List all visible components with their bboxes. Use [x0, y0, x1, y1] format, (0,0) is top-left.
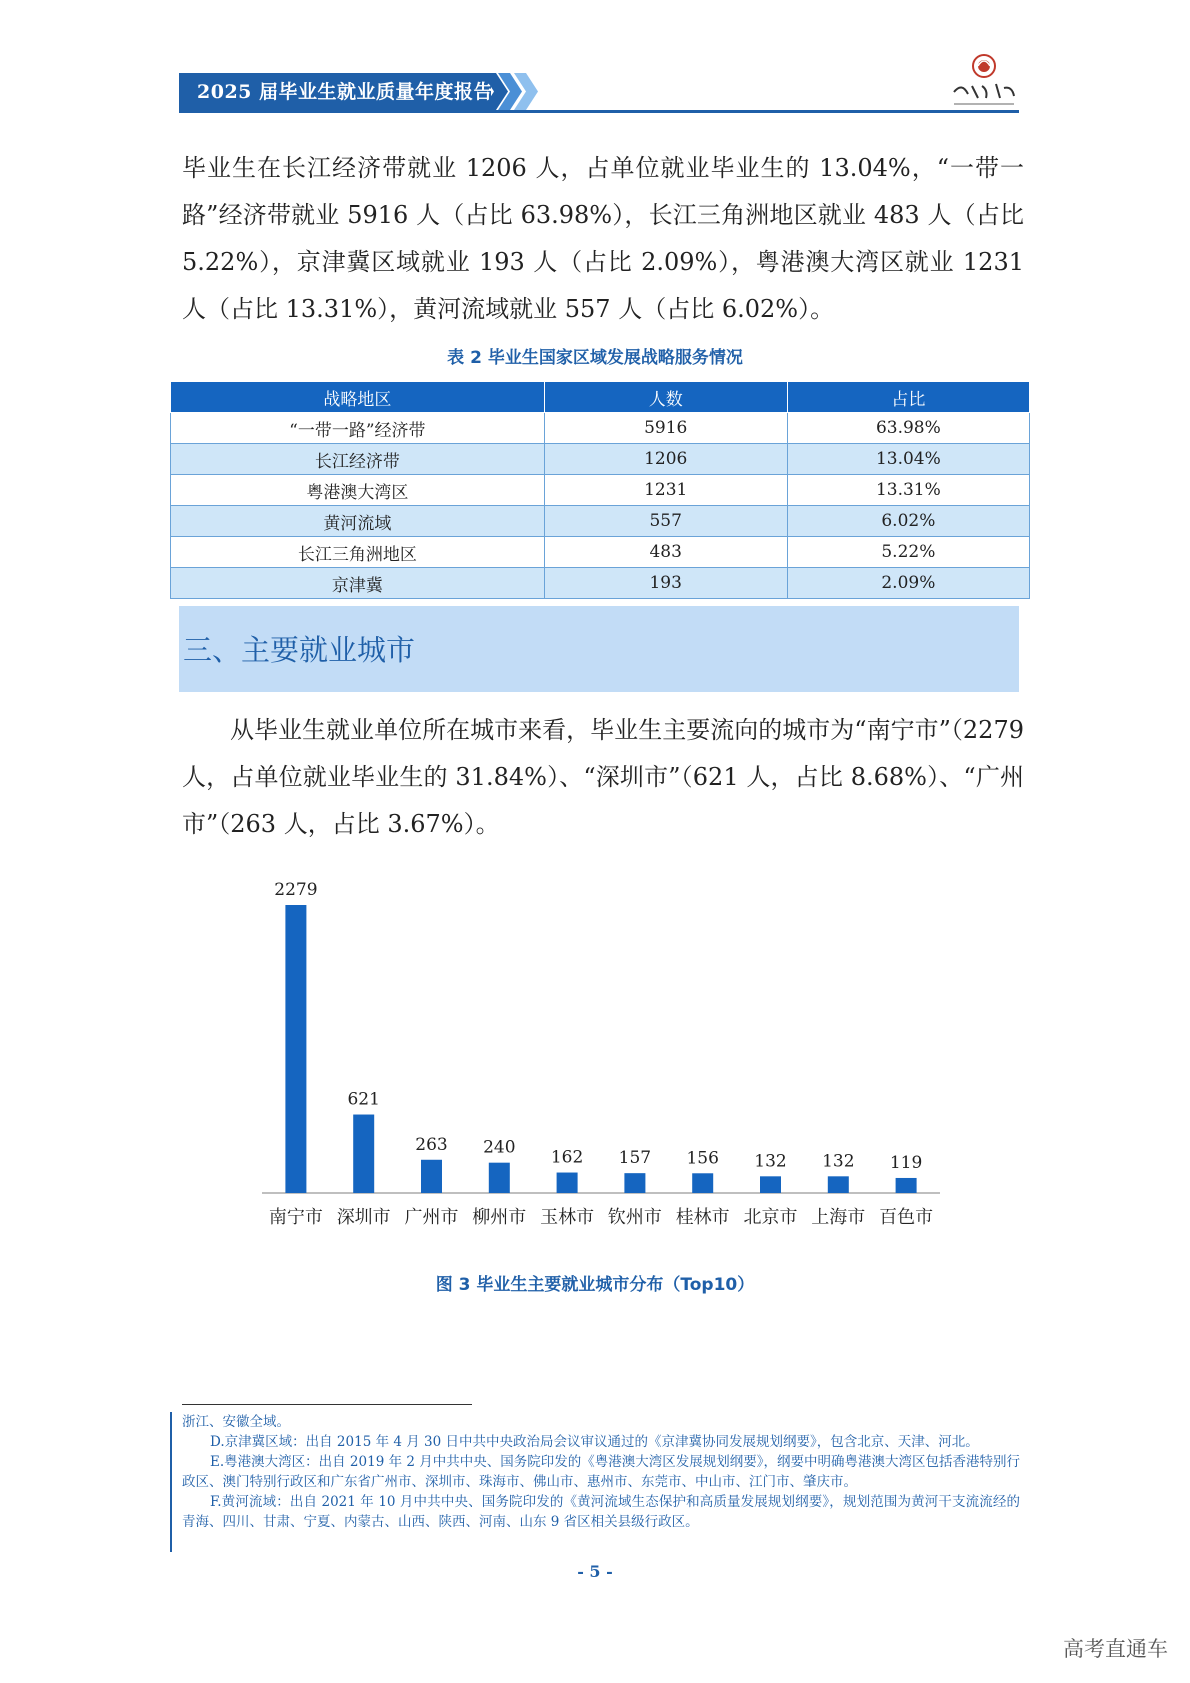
- bar-value-label: 132: [822, 1151, 855, 1172]
- bar-value-label: 156: [686, 1148, 719, 1169]
- x-tick-label: 深圳市: [336, 1207, 391, 1228]
- cities-paragraph: 从毕业生就业单位所在城市来看，毕业生主要流向的城市为“南宁市”（2279 人，占单位就业毕业生的 31.84%）、“深圳市”（621 人，占比 8.68%）、“广州市”（263 人，占比 3.67%）。: [182, 716, 1024, 838]
- table-cell: 长江经济带: [171, 444, 545, 475]
- chart-bar: [692, 1173, 713, 1193]
- table-row: [171, 475, 1030, 506]
- university-logo: [948, 52, 1020, 108]
- table-row: [171, 537, 1030, 568]
- table-cell: 6.02%: [787, 506, 1029, 537]
- table-cell: 粤港澳大湾区: [171, 475, 545, 506]
- table-cell: 193: [544, 568, 787, 599]
- table-header-row: [171, 382, 1030, 413]
- footnote-item: E.粤港澳大湾区：出自 2019 年 2 月中共中央、国务院印发的《粤港澳大湾区发展规划纲要》，纲要中明确粤港澳大湾区包括香港特别行政区、澳门特别行政区和广东省广州市、深圳市、珠海市、佛山市、惠州市、东莞市、中山市、江门市、肇庆市。: [182, 1454, 1021, 1490]
- chart-bar: [489, 1163, 510, 1193]
- chevron-right-icon: [482, 73, 540, 110]
- x-tick-label: 玉林市: [540, 1207, 595, 1228]
- table-row: [171, 568, 1030, 599]
- table-cell: 1231: [544, 475, 787, 506]
- x-tick-label: 南宁市: [268, 1207, 323, 1228]
- bar-value-label: 119: [889, 1152, 923, 1173]
- table-row: [171, 506, 1030, 537]
- section-title: 三、主要就业城市: [183, 633, 416, 667]
- x-tick-label: 广州市: [404, 1207, 459, 1228]
- chart-bar: [285, 905, 306, 1193]
- watermark-text: 高考直通车: [1063, 1637, 1168, 1661]
- x-tick-label: 上海市: [811, 1207, 866, 1228]
- report-title: 2025 届毕业生就业质量年度报告: [197, 81, 493, 103]
- city-bar-chart: [0, 860, 1190, 1260]
- footnote-item: 浙江、安徽全域。: [182, 1414, 290, 1430]
- x-tick-label: 桂林市: [675, 1207, 730, 1228]
- footnote-rule: [182, 1404, 472, 1405]
- table-cell: 483: [544, 537, 787, 568]
- table-row: [171, 413, 1030, 444]
- chart-bar: [760, 1176, 781, 1193]
- table-cell: 1206: [544, 444, 787, 475]
- footnote-side-bar: [170, 1412, 172, 1552]
- table-cell: 13.31%: [787, 475, 1029, 506]
- table-cell: 2.09%: [787, 568, 1029, 599]
- table-caption: 表 2 毕业生国家区域发展战略服务情况: [447, 348, 743, 368]
- bar-value-label: 2279: [274, 880, 318, 900]
- chart-bar: [624, 1173, 645, 1193]
- table-cell: 63.98%: [787, 413, 1029, 444]
- footnote-item: D.京津冀区域：出自 2015 年 4 月 30 日中共中央政治局会议审议通过的《京津冀协同发展规划纲要》，包含北京、天津、河北。: [210, 1434, 979, 1450]
- x-tick-label: 北京市: [743, 1207, 798, 1228]
- header-rule: [179, 110, 1019, 113]
- bar-value-label: 263: [415, 1134, 448, 1155]
- bar-value-label: 240: [483, 1137, 516, 1158]
- footnote-item: F.黄河流域：出自 2021 年 10 月中共中央、国务院印发的《黄河流域生态保护和高质量发展规划纲要》，规划范围为黄河干支流流经的青海、四川、甘肃、宁夏、内蒙古、山西、陕西、河南、山东 9 省区相关县级行政区。: [182, 1494, 1020, 1530]
- chart-caption: 图 3 毕业生主要就业城市分布（Top10）: [435, 1275, 755, 1295]
- table-cell: 京津冀: [171, 568, 545, 599]
- table-row: [171, 444, 1030, 475]
- table-cell: 557: [544, 506, 787, 537]
- table-cell: 5916: [544, 413, 787, 444]
- column-header: 战略地区: [171, 382, 545, 413]
- chart-bar: [828, 1176, 849, 1193]
- footnotes: [182, 1412, 1020, 1532]
- table-cell: 5.22%: [787, 537, 1029, 568]
- x-tick-label: 钦州市: [607, 1207, 662, 1228]
- chart-bar: [353, 1115, 374, 1193]
- table-cell: “一带一路”经济带: [171, 413, 545, 444]
- column-header: 人数: [544, 382, 787, 413]
- page-number: - 5 -: [577, 1562, 613, 1581]
- chart-bar: [557, 1173, 578, 1193]
- bar-value-label: 157: [618, 1148, 652, 1169]
- region-strategy-table: [170, 381, 1030, 599]
- table-cell: 黄河流域: [171, 506, 545, 537]
- bar-value-label: 132: [754, 1151, 787, 1172]
- x-tick-label: 柳州市: [472, 1207, 527, 1228]
- table-cell: 长江三角洲地区: [171, 537, 545, 568]
- intro-paragraph: 毕业生在长江经济带就业 1206 人，占单位就业毕业生的 13.04%，“一带一路”经济带就业 5916 人（占比 63.98%），长江三角洲地区就业 483 人（占比 5.22%），京津冀区域就业 193 人（占比 2.09%），粤港澳大湾区就业 1231 人（占比 13.31%），黄河流域就业 557 人（占比 6.02%）。: [182, 154, 1024, 323]
- bar-value-label: 162: [550, 1147, 584, 1168]
- bar-value-label: 621: [347, 1089, 380, 1110]
- chart-bar: [421, 1160, 442, 1193]
- column-header: 占比: [787, 382, 1029, 413]
- x-tick-label: 百色市: [879, 1207, 934, 1228]
- chart-bar: [896, 1178, 917, 1193]
- table-cell: 13.04%: [787, 444, 1029, 475]
